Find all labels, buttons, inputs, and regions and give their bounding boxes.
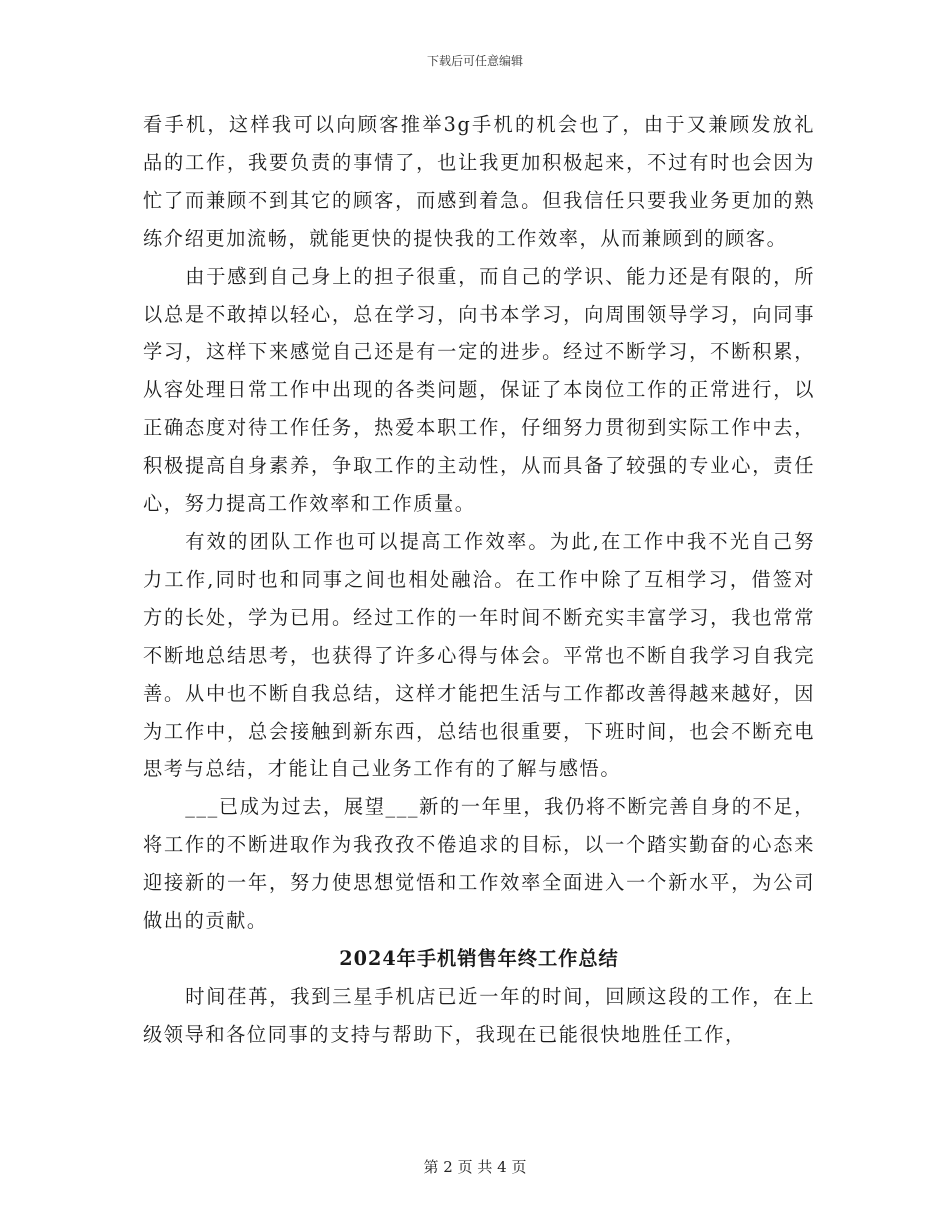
- paragraph-section-intro: 时间荏苒，我到三星手机店已近一年的时间，回顾这段的工作，在上级领导和各位同事的支持与帮助下，我现在已能很快地胜任工作，: [143, 984, 815, 1046]
- paragraph-continuation: 看手机，这样我可以向顾客推举3g手机的机会也了，由于又兼顾发放礼品的工作，我要负责的事情了，也让我更加积极起来，不过有时也会因为忙了而兼顾不到其它的顾客，而感到着急。但我信任只要我业务更加的熟练介绍更加流畅，就能更快的提快我的工作效率，从而兼顾到的顾客。: [143, 113, 815, 250]
- paragraph-outlook: ___已成为过去，展望___新的一年里，我仍将不断完善自身的不足，将工作的不断进取作为我孜孜不倦追求的目标，以一个踏实勤奋的心态来迎接新的一年，努力使思想觉悟和工作效率全面进入一个新水平，为公司做出的贡献。: [143, 795, 815, 933]
- document-body: [143, 106, 815, 1054]
- paragraph-learning: 由于感到自己身上的担子很重，而自己的学识、能力还是有限的，所以总是不敢掉以轻心，总在学习，向书本学习，向周围领导学习，向同事学习，这样下来感觉自己还是有一定的进步。经过不断学习，不断积累，从容处理日常工作中出现的各类问题，保证了本岗位工作的正常进行，以正确态度对待工作任务，热爱本职工作，仔细努力贯彻到实际工作中去，积极提高自身素养，争取工作的主动性，从而具备了较强的专业心，责任心，努力提高工作效率和工作质量。: [143, 264, 815, 516]
- paragraph-teamwork: 有效的团队工作也可以提高工作效率。为此,在工作中我不光自己努力工作,同时也和同事之间也相处融洽。在工作中除了互相学习，借签对方的长处，学为已用。经过工作的一年时间不断充实丰富学习，我也常常不断地总结思考，也获得了许多心得与体会。平常也不断自我学习自我完善。从中也不断自我总结，这样才能把生活与工作都改善得越来越好，因为工作中，总会接触到新东西，总结也很重要，下班时间，也会不断充电思考与总结，才能让自己业务工作有的了解与感悟。: [143, 529, 815, 781]
- page-footer: 第 2 页 共 4 页: [423, 1158, 527, 1176]
- section-title: 2024年手机销售年终工作总结: [339, 946, 619, 970]
- page-header: 下载后可任意编辑: [426, 54, 523, 68]
